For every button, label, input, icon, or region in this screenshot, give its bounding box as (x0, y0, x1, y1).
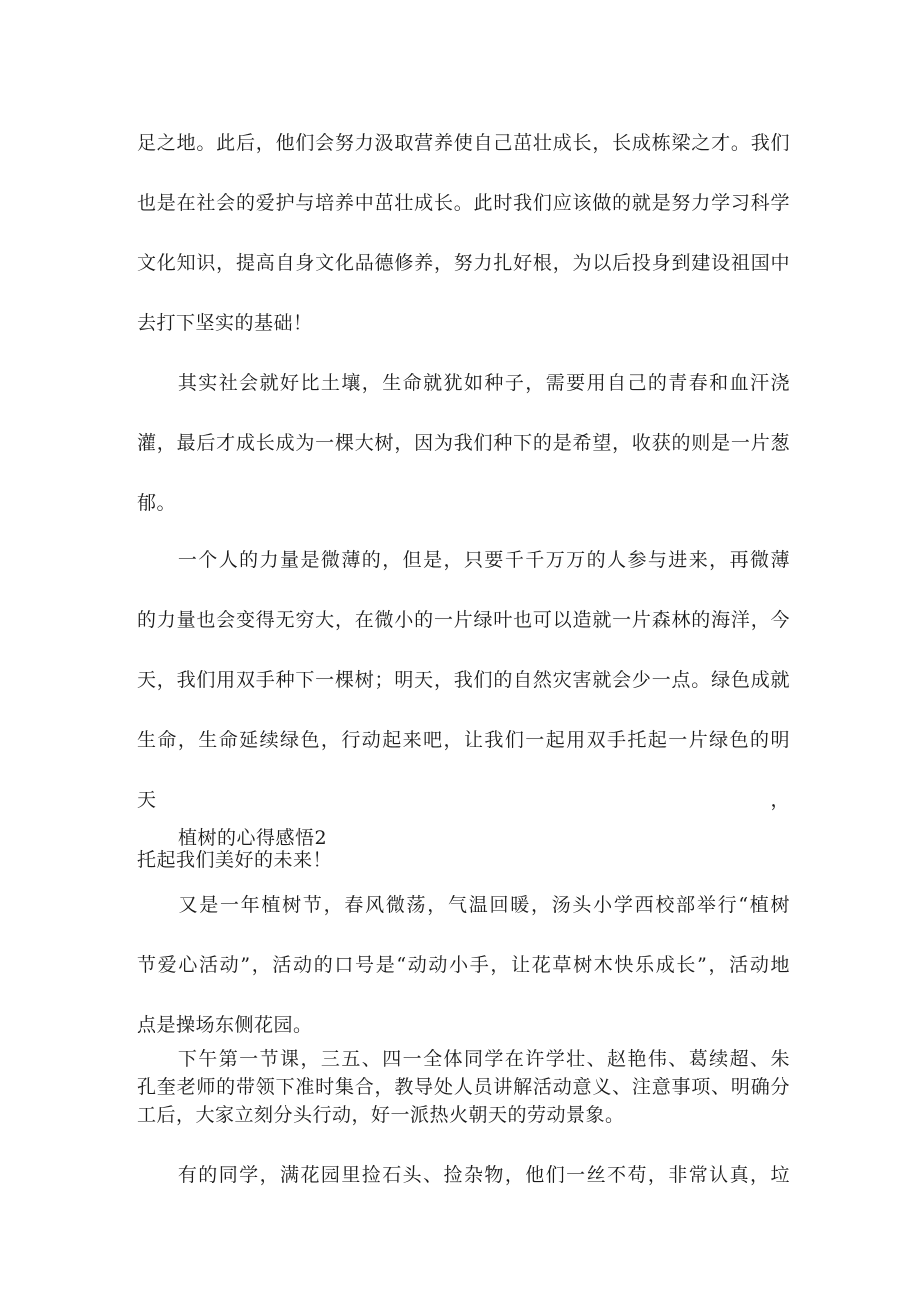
paragraph-line: 灌，最后才成长成为一棵大树，因为我们种下的是希望，收获的则是一片葱 (137, 432, 790, 454)
paragraph-line: 去打下坚实的基础！ (137, 312, 313, 334)
paragraph-line: 文化知识，提高自身文化品德修养，努力扎好根，为以后投身到建设祖国中 (137, 252, 790, 274)
paragraph-4 (137, 875, 790, 1055)
paragraph-line: 点是操场东侧花园。 (137, 1014, 313, 1036)
paragraph-line: 的力量也会变得无穷大，在微小的一片绿叶也可以造就一片森林的海洋，今 (137, 609, 790, 631)
paragraph-line: 足之地。此后，他们会努力汲取营养使自己茁壮成长，长成栋梁之才。我们 (137, 132, 790, 154)
paragraph-1 (137, 113, 790, 353)
paragraph-line: 其实社会就好比土壤，生命就犹如种子，需要用自己的青春和血汗浇 (137, 372, 790, 394)
paragraph-line: 托起我们美好的未来！ (137, 849, 333, 871)
paragraph-line: 又是一年植树节，春风微荡，气温回暖，汤头小学西校部举行“植树 (137, 894, 790, 916)
paragraph-line: 也是在社会的爱护与培养中茁壮成长。此时我们应该做的就是努力学习科学 (137, 192, 790, 214)
paragraph-line: 一个人的力量是微薄的，但是，只要千千万万的人参与进来，再微薄 (137, 549, 790, 571)
paragraph-line: 有的同学，满花园里捡石头、捡杂物，他们一丝不苟，非常认真，垃 (137, 1164, 790, 1186)
paragraph-line: 天，我们用双手种下一棵树；明天，我们的自然灾害就会少一点。绿色成就 (137, 669, 790, 691)
paragraph-line: 孔奎老师的带领下准时集合，教导处人员讲解活动意义、注意事项、明确分 (137, 1076, 790, 1098)
paragraph-line: 生命，生命延续绿色，行动起来吧，让我们一起用双手托起一片绿色的明天， (137, 729, 790, 811)
paragraph-6 (137, 1145, 790, 1205)
paragraph-5 (137, 1045, 790, 1129)
paragraph-line: 下午第一节课，三五、四一全体同学在许学壮、赵艳伟、葛续超、朱 (137, 1048, 790, 1070)
paragraph-2 (137, 353, 790, 533)
paragraph-line: 郁。 (137, 492, 177, 514)
section-heading: 植树的心得感悟2 (178, 827, 328, 849)
paragraph-line: 节爱心活动”，活动的口号是“动动小手，让花草树木快乐成长”，活动地 (137, 954, 790, 976)
paragraph-line: 工后，大家立刻分头行动，好一派热火朝天的劳动景象。 (137, 1104, 625, 1126)
